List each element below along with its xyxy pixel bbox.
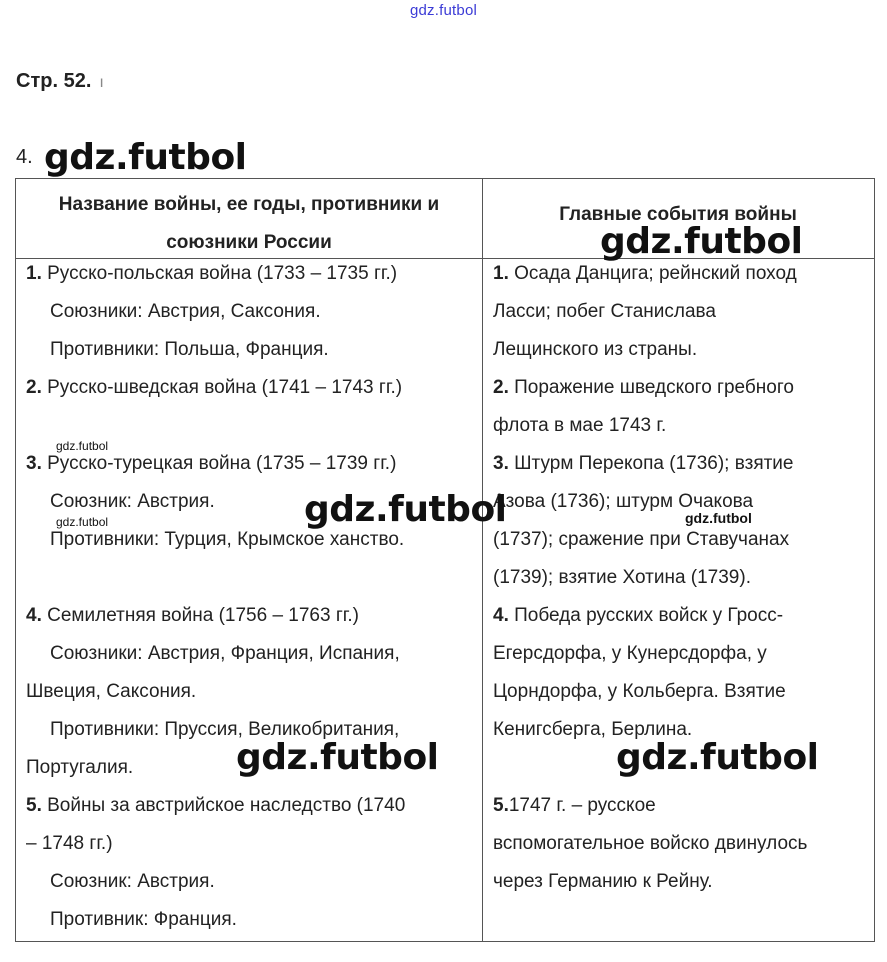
watermark-small-right: gdz.futbol [685,510,752,526]
events-1-line-2: Ласси; побег Станислава [493,301,716,322]
events-5-line-2: вспомогательное войско двинулось [493,833,808,854]
events-4-line-1 [493,597,869,635]
events-1-line-3: Лещинского из страны. [493,339,698,360]
events-1-text: Осада Данцига; рейнский поход [508,263,797,284]
page-reference [16,70,104,93]
war-2-number: 2. [26,377,42,398]
events-4-line-4: Кенигсберга, Берлина. [493,719,693,740]
events-4-text: Победа русских войск у Гросс- [508,605,784,626]
events-column [493,255,869,901]
events-5-line-3: через Германию к Рейну. [493,871,713,892]
war-4-number: 4. [26,605,42,626]
war-2-title [26,369,478,407]
page-ref-mark: ı [99,74,104,91]
war-4-enemies: Противники: Пруссия, Великобритания, [50,719,400,740]
events-3-line-2: Азова (1736); штурм Очакова [493,491,754,512]
header-left-line-2: союзники России [166,232,332,253]
events-2-number: 2. [493,377,509,398]
war-3-number: 3. [26,453,42,474]
events-4-number: 4. [493,605,509,626]
war-1-enemies: Противники: Польша, Франция. [50,339,329,360]
war-4-title-text: Семилетняя война (1756 – 1763 гг.) [41,605,359,626]
war-3-allies: Союзник: Австрия. [50,491,215,512]
events-3-line-3: (1737); сражение при Ставучанах [493,529,790,550]
war-4-title [26,597,478,635]
blank-line [26,559,478,597]
war-5-title-cont: – 1748 гг.) [26,833,113,854]
war-1-title [26,255,478,293]
war-1-allies: Союзники: Австрия, Саксония. [50,301,321,322]
war-5-title-text: Войны за австрийское наследство (1740 [41,795,406,816]
wars-column [26,255,478,939]
events-5-text: 1747 г. – русское [508,795,656,816]
watermark-bottom-left: gdz.futbol [236,737,439,778]
events-3-line-1 [493,445,869,483]
war-3-title-text: Русско-турецкая война (1735 – 1739 гг.) [41,453,397,474]
events-2-line-1 [493,369,869,407]
watermark-small-2: gdz.futbol [56,515,109,529]
events-1-number: 1. [493,263,509,284]
events-3-number: 3. [493,453,509,474]
header-left-line-1: Название войны, ее годы, противники и [58,194,440,215]
watermark-title: gdz.futbol [44,137,247,178]
events-4-line-3: Цорндорфа, у Кольберга. Взятие [493,681,786,702]
war-3-enemies: Противники: Турция, Крымское ханство. [50,529,405,550]
events-4-line-2: Егерсдорфа, у Кунерсдорфа, у [493,643,767,664]
table-column-divider [482,178,483,942]
top-watermark-link[interactable]: gdz.futbol [409,2,478,19]
events-3-text: Штурм Перекопа (1736); взятие [508,453,794,474]
war-5-number: 5. [26,795,42,816]
war-5-enemies: Противник: Франция. [50,909,237,930]
events-3-line-4: (1739); взятие Хотина (1739). [493,567,751,588]
war-4-enemies-cont: Португалия. [26,757,134,778]
events-2-text: Поражение шведского гребного [508,377,794,398]
war-1-number: 1. [26,263,42,284]
events-2-line-2: флота в мае 1743 г. [493,415,667,436]
watermark-bottom-right: gdz.futbol [616,737,819,778]
watermark-small-1: gdz.futbol [56,439,109,453]
war-4-allies-cont: Швеция, Саксония. [26,681,197,702]
war-2-title-text: Русско-шведская война (1741 – 1743 гг.) [41,377,403,398]
war-1-title-text: Русско-польская война (1733 – 1735 гг.) [41,263,398,284]
watermark-center: gdz.futbol [304,489,507,530]
war-5-title [26,787,478,825]
war-5-allies: Союзник: Австрия. [50,871,215,892]
page-ref-label: Стр. 52. [16,70,92,92]
events-5-number: 5. [493,795,509,816]
task-number: 4. [16,146,33,168]
events-5-line-1 [493,787,869,825]
watermark-header-right: gdz.futbol [600,221,803,262]
header-left [20,186,478,262]
header-right: Главные события войны [559,204,797,225]
war-4-allies: Союзники: Австрия, Франция, Испания, [50,643,400,664]
